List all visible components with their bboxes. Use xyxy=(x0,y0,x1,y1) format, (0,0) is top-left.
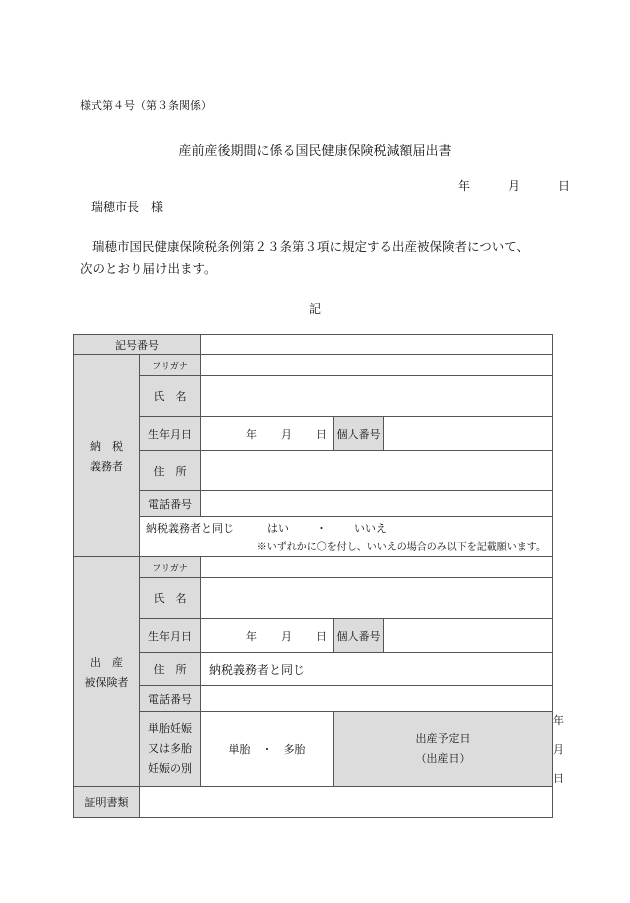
form-number: 様式第４号（第３条関係） xyxy=(80,99,212,112)
insured-my-number-field[interactable] xyxy=(384,619,553,653)
addressee: 瑞穂市長 様 xyxy=(91,200,164,214)
insured-address-field[interactable]: 納税義務者と同じ xyxy=(201,653,553,686)
taxpayer-label-line1: 納 税 xyxy=(90,439,123,453)
insured-no-option[interactable]: いいえ xyxy=(354,522,387,535)
proof-documents-field[interactable] xyxy=(140,787,553,818)
insured-name-label: 氏 名 xyxy=(140,578,201,619)
date-month: 月 xyxy=(508,179,521,193)
taxpayer-section-label xyxy=(74,355,140,557)
body-line-1: 瑞穂市国民健康保険税条例第２３条第３項に規定する出産被保険者について、 xyxy=(92,239,530,254)
insured-my-number-label: 個人番号 xyxy=(334,619,384,653)
pregnancy-label-line3: 妊娠の別 xyxy=(148,762,192,775)
insured-birth-month: 月 xyxy=(281,629,292,643)
insured-phone-field[interactable] xyxy=(201,686,553,712)
taxpayer-phone-field[interactable] xyxy=(201,491,553,517)
ki-heading: 記 xyxy=(308,302,321,316)
insured-birth-day: 日 xyxy=(316,629,327,643)
insured-yes-option[interactable]: はい xyxy=(267,522,289,535)
insured-same-as-label: 納税義務者と同じ xyxy=(146,522,234,535)
insured-furigana-label: フリガナ xyxy=(140,557,201,578)
date-day: 日 xyxy=(558,179,571,193)
insured-same-as-row xyxy=(140,517,553,557)
taxpayer-address-label: 住 所 xyxy=(140,451,201,491)
taxpayer-furigana-field[interactable] xyxy=(201,355,553,376)
taxpayer-birth-label: 生年月日 xyxy=(140,417,201,451)
taxpayer-name-label: 氏 名 xyxy=(140,376,201,417)
taxpayer-name-field[interactable] xyxy=(201,376,553,417)
insured-phone-label: 電話番号 xyxy=(140,686,201,712)
record-number-label: 記号番号 xyxy=(74,335,201,355)
pregnancy-label-line2: 又は多胎 xyxy=(148,742,192,755)
insured-birth-year: 年 xyxy=(246,629,257,643)
taxpayer-birth-field[interactable] xyxy=(201,417,334,451)
insured-birth-field[interactable] xyxy=(201,619,334,653)
pregnancy-label-line1: 単胎妊娠 xyxy=(148,722,192,735)
due-day: 日 xyxy=(553,772,564,785)
body-line-2: 次のとおり届け出ます。 xyxy=(80,261,217,276)
insured-separator: ・ xyxy=(316,522,327,535)
insured-furigana-field[interactable] xyxy=(201,557,553,578)
taxpayer-furigana-label: フリガナ xyxy=(140,355,201,376)
insured-label-line2: 被保険者 xyxy=(84,675,129,689)
submission-date xyxy=(458,177,570,194)
due-date-label-line1: 出産予定日 xyxy=(415,732,471,745)
insured-section-label xyxy=(74,557,140,787)
due-year: 年 xyxy=(553,714,564,727)
insured-note: ※いずれかに〇を付し、いいえの場合のみ以下を記載願います。 xyxy=(256,542,546,553)
document-title: 産前産後期間に係る国民健康保険税減額届出書 xyxy=(178,144,452,159)
due-date-label-line2: （出産日） xyxy=(415,752,471,765)
taxpayer-birth-month: 月 xyxy=(281,427,292,441)
taxpayer-label-line2: 義務者 xyxy=(90,459,123,473)
taxpayer-address-field[interactable] xyxy=(201,451,553,491)
taxpayer-my-number-label: 個人番号 xyxy=(334,417,384,451)
pregnancy-type-options[interactable]: 単胎 ・ 多胎 xyxy=(201,712,334,787)
taxpayer-birth-day: 日 xyxy=(316,427,327,441)
record-number-field[interactable] xyxy=(201,335,553,355)
reduction-form-table xyxy=(73,334,564,818)
body-text xyxy=(80,236,560,280)
pregnancy-type-label xyxy=(140,712,201,787)
taxpayer-phone-label: 電話番号 xyxy=(140,491,201,517)
taxpayer-my-number-field[interactable] xyxy=(384,417,553,451)
due-month: 月 xyxy=(553,743,564,756)
taxpayer-birth-year: 年 xyxy=(246,427,257,441)
insured-name-field[interactable] xyxy=(201,578,553,619)
insured-birth-label: 生年月日 xyxy=(140,619,201,653)
due-date-label xyxy=(334,712,553,787)
date-year: 年 xyxy=(458,179,471,193)
insured-label-line1: 出 産 xyxy=(90,655,123,669)
proof-documents-label: 証明書類 xyxy=(74,787,140,818)
insured-address-label: 住 所 xyxy=(140,653,201,686)
